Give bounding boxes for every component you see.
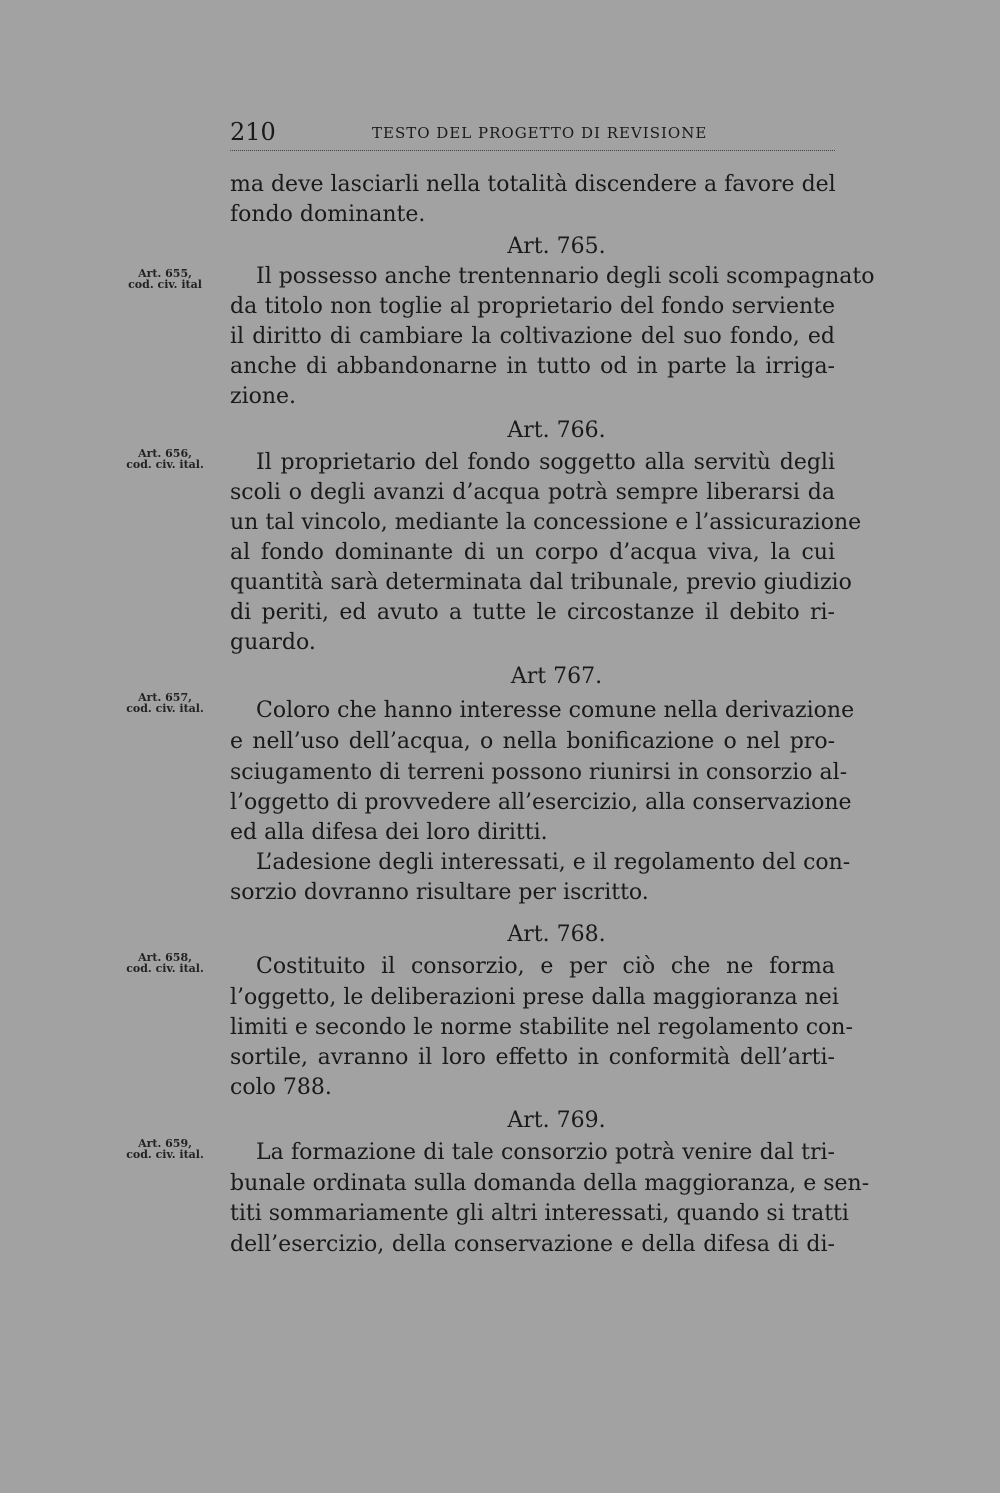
text-line: dell’esercizio, della conservazione e della difesa di di-	[230, 1232, 835, 1257]
margin-note-line: Art. 655,	[138, 267, 192, 280]
text-line: un tal vincolo, mediante la concessione e l’assicurazione	[230, 510, 862, 535]
text-line: l’oggetto di provvedere all’esercizio, alla conservazione	[230, 790, 852, 815]
article-heading-text: Art. 768.	[507, 922, 606, 947]
margin-note-art-659	[110, 1138, 220, 1160]
text-line: Il possesso anche trentennario degli scoli scompagnato	[256, 264, 875, 289]
text-line: quantità sarà determinata dal tribunale, previo giudizio	[230, 570, 852, 595]
margin-note-art-658	[110, 952, 220, 974]
margin-note-line: cod. civ. ital.	[126, 702, 204, 715]
article-heading	[230, 662, 835, 692]
text-line: il diritto di cambiare la coltivazione del suo fondo, ed	[230, 324, 835, 349]
text-line: ma deve lasciarli nella totalità discendere a favore del	[230, 172, 836, 197]
text-line: guardo.	[230, 630, 316, 655]
margin-note-art-655	[110, 268, 220, 290]
text-line: sciugamento di terreni possono riunirsi in consorzio al-	[230, 760, 848, 785]
text-line: colo 788.	[230, 1075, 332, 1100]
margin-note-line: cod. civ. ital.	[126, 962, 204, 975]
margin-note-line: cod. civ. ital.	[126, 1148, 204, 1161]
text-line: e nell’uso dell’acqua, o nella bonificazione o nel pro-	[230, 729, 835, 754]
article-heading	[230, 1106, 835, 1136]
text-line: bunale ordinata sulla domanda della maggioranza, e sen-	[230, 1171, 870, 1196]
header-rule	[230, 150, 835, 151]
text-line: La formazione di tale consorzio potrà venire dal tri-	[256, 1140, 835, 1165]
text-line: Costituito il consorzio, e per ciò che ne forma	[256, 954, 835, 979]
margin-note-line: Art. 656,	[138, 447, 192, 460]
article-heading	[230, 232, 835, 262]
article-heading	[230, 920, 835, 950]
text-line: titi sommariamente gli altri interessati, quando si tratti	[230, 1201, 849, 1226]
text-line: Coloro che hanno interesse comune nella derivazione	[256, 698, 855, 723]
text-line: l’oggetto, le deliberazioni prese dalla maggioranza nei	[230, 985, 839, 1010]
page-number: 210	[230, 118, 276, 146]
text-line: anche di abbandonarne in tutto od in parte la irriga-	[230, 354, 835, 379]
text-line: sorzio dovranno risultare per iscritto.	[230, 880, 649, 905]
page-header	[230, 118, 835, 150]
text-line: fondo dominante.	[230, 202, 426, 227]
margin-note-line: Art. 659,	[138, 1137, 192, 1150]
article-heading	[230, 416, 835, 446]
running-head: TESTO DEL PROGETTO DI REVISIONE	[372, 124, 708, 142]
article-heading-text: Art. 769.	[507, 1108, 606, 1133]
text-line: Il proprietario del fondo soggetto alla servitù degli	[256, 450, 835, 475]
text-line: zione.	[230, 384, 297, 409]
margin-note-line: cod. civ. ital	[128, 278, 202, 291]
text-line: limiti e secondo le norme stabilite nel regolamento con-	[230, 1015, 853, 1040]
text-line: di periti, ed avuto a tutte le circostanze il debito ri-	[230, 600, 835, 625]
text-line: al fondo dominante di un corpo d’acqua viva, la cui	[230, 540, 835, 565]
margin-note-line: cod. civ. ital.	[126, 458, 204, 471]
text-line: sortile, avranno il loro effetto in conformità dell’arti-	[230, 1045, 835, 1070]
text-line: da titolo non toglie al proprietario del fondo serviente	[230, 294, 835, 319]
margin-note-line: Art. 657,	[138, 691, 192, 704]
text-line: L’adesione degli interessati, e il regolamento del con-	[256, 850, 851, 875]
article-heading-text: Art. 765.	[507, 234, 606, 259]
text-line: scoli o degli avanzi d’acqua potrà sempre liberarsi da	[230, 480, 835, 505]
article-heading-text: Art. 766.	[507, 418, 606, 443]
article-heading-text: Art 767.	[510, 664, 603, 689]
margin-note-art-657	[110, 692, 220, 714]
margin-note-art-656	[110, 448, 220, 470]
text-line: ed alla difesa dei loro diritti.	[230, 820, 548, 845]
margin-note-line: Art. 658,	[138, 951, 192, 964]
